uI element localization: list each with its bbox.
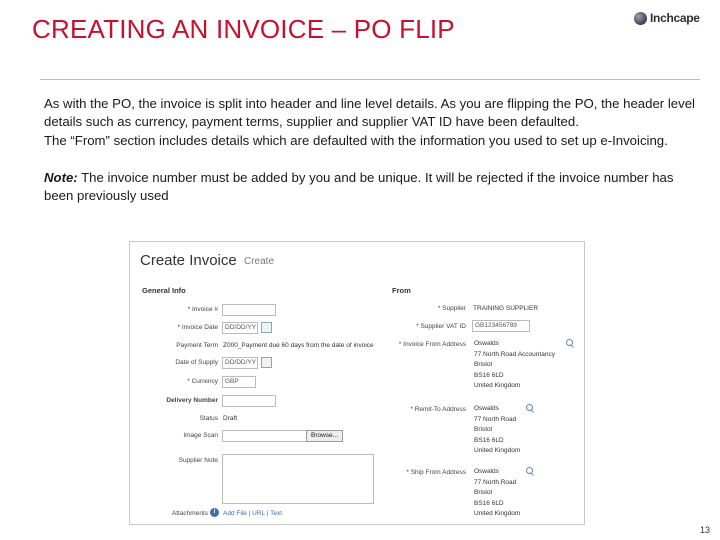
general-info-heading: General Info [142,286,186,295]
paragraph-from-section: The “From” section includes details which are defaulted with the information you used to set up e-Invoicing. [44,132,668,148]
search-icon[interactable] [526,404,533,411]
invoice-number-input[interactable] [222,304,276,316]
screenshot-subtitle: Create [244,256,275,267]
currency-select[interactable]: GBP [222,376,256,388]
note-label: Note: [44,169,78,185]
ship-from-label: * Ship From Address [406,469,466,476]
attachment-links[interactable]: Add File | URL | Text [223,510,283,517]
calendar-icon[interactable] [261,322,272,333]
supplier-vat-input[interactable]: GB123456789 [472,320,530,332]
image-scan-input[interactable] [222,430,308,442]
attachments-label: Attachments [171,510,208,517]
invoice-number-label: * Invoice # [187,306,218,313]
remit-to-label: * Remit-To Address [410,406,466,413]
date-of-supply-label: Date of Supply [175,359,218,366]
screenshot-title: Create Invoice [140,252,237,269]
supplier-vat-label: * Supplier VAT ID [416,323,466,330]
calendar-icon[interactable] [261,357,272,368]
logo-text: Inchcape [650,11,700,25]
paragraph-header-details: As with the PO, the invoice is split into header and line level details. As you are flipping the PO, the header level details such as currency, payment terms, supplier and supplier VAT ID have been defaulted. [44,96,695,130]
invoice-date-label: * Invoice Date [177,324,218,331]
note-paragraph [44,169,704,206]
remit-to-address: Oswalds 77 North Road Bristol BS16 6LD United Kingdom [474,405,521,454]
info-icon[interactable]: i [210,508,219,517]
from-heading: From [392,286,411,295]
status-value: Draft [223,415,238,422]
inchcape-logo [634,11,700,25]
note-text: The invoice number must be added by you and be unique. It will be rejected if the invoice number has been previously used [44,169,674,204]
create-invoice-screenshot [129,241,585,525]
invoice-date-input[interactable]: DD/DD/YY [222,322,258,334]
delivery-number-label: Delivery Number [166,397,218,404]
supplier-label: * Supplier [437,305,466,312]
search-icon[interactable] [526,467,533,474]
invoice-from-label: * Invoice From Address [398,341,466,348]
supplier-value: TRAINING SUPPLIER [473,305,539,312]
delivery-number-input[interactable] [222,395,276,407]
supplier-note-label: Supplier Note [178,457,218,464]
image-scan-label: Image Scan [183,432,218,439]
slide-title: CREATING AN INVOICE – PO FLIP [32,14,455,44]
invoice-from-address: Oswalds 77 North Road Accountancy Bristol BS16 6LD United Kingdom [474,340,555,389]
date-of-supply-input[interactable]: DD/DD/YY [222,357,258,369]
currency-label: * Currency [187,378,218,385]
payment-term-label: Payment Term [176,342,218,349]
title-divider [40,79,700,80]
browse-button[interactable]: Browse... [306,430,343,442]
body-text [44,95,704,205]
ship-from-address: Oswalds 77 North Road Bristol BS16 6LD United Kingdom [474,468,521,517]
search-icon[interactable] [566,339,573,346]
logo-mark-icon [634,12,647,25]
payment-term-value: Z000_Payment due 60 days from the date of invoice [223,342,374,349]
status-label: Status [199,415,218,422]
supplier-note-textarea[interactable] [222,454,374,504]
page-number: 13 [700,525,711,535]
